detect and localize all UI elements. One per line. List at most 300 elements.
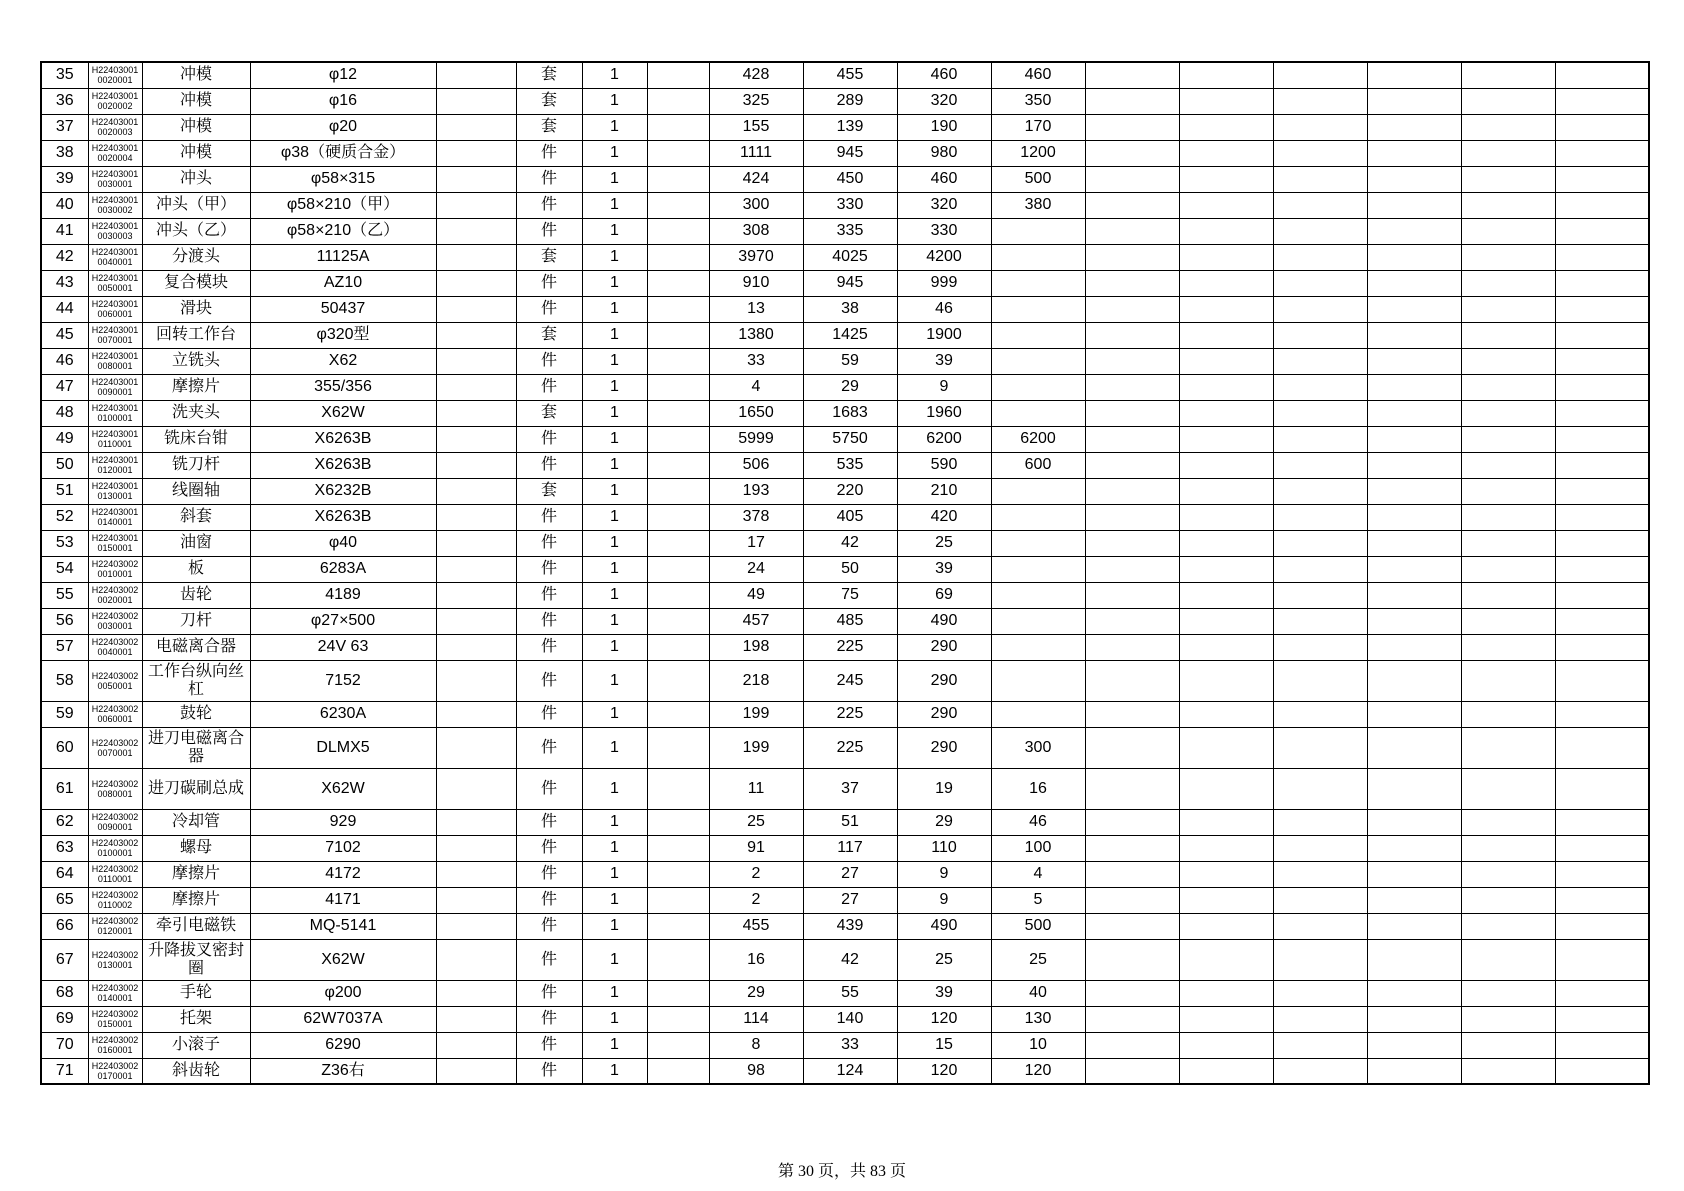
- table-row: [41, 634, 1649, 660]
- empty-cell: [1461, 140, 1555, 166]
- table-row: [41, 1006, 1649, 1032]
- price-3-cell: 15: [897, 1032, 991, 1058]
- item-spec-cell: X62W: [250, 939, 436, 980]
- table-row: [41, 556, 1649, 582]
- empty-cell: [1461, 166, 1555, 192]
- empty-cell: [1179, 556, 1273, 582]
- blank-cell: [436, 809, 516, 835]
- table-row: [41, 400, 1649, 426]
- empty-cell: [1179, 835, 1273, 861]
- item-name-cell: 洗夹头: [142, 400, 250, 426]
- empty-cell: [1179, 400, 1273, 426]
- blank-cell: [436, 634, 516, 660]
- table-row: [41, 218, 1649, 244]
- item-code-part-2: 0010001: [97, 569, 133, 579]
- price-1-cell: 199: [709, 727, 803, 768]
- blank-cell: [647, 530, 709, 556]
- table-row: [41, 426, 1649, 452]
- empty-cell: [1273, 140, 1367, 166]
- row-number-cell: 70: [41, 1032, 88, 1058]
- empty-cell: [1367, 861, 1461, 887]
- row-number-cell: 62: [41, 809, 88, 835]
- blank-cell: [647, 608, 709, 634]
- empty-cell: [1367, 270, 1461, 296]
- price-2-cell: 485: [803, 608, 897, 634]
- table-row: [41, 62, 1649, 88]
- unit-cell: 套: [516, 88, 582, 114]
- price-2-cell: 945: [803, 140, 897, 166]
- empty-cell: [1367, 322, 1461, 348]
- price-3-cell: 39: [897, 980, 991, 1006]
- item-code-part-1: H22403002: [91, 637, 139, 647]
- blank-cell: [436, 530, 516, 556]
- table-row: [41, 530, 1649, 556]
- empty-cell: [1273, 556, 1367, 582]
- item-name-cell: 冷却管: [142, 809, 250, 835]
- empty-cell: [1461, 530, 1555, 556]
- price-2-cell: 225: [803, 634, 897, 660]
- price-1-cell: 3970: [709, 244, 803, 270]
- price-1-cell: 4: [709, 374, 803, 400]
- price-3-cell: 1960: [897, 400, 991, 426]
- blank-cell: [647, 1058, 709, 1084]
- table-row: [41, 322, 1649, 348]
- footer-prefix: 第: [777, 1163, 794, 1180]
- empty-cell: [1179, 660, 1273, 701]
- empty-cell: [1085, 426, 1179, 452]
- blank-cell: [647, 913, 709, 939]
- item-name-cell: 摩擦片: [142, 887, 250, 913]
- item-name-cell: 铣床台钳: [142, 426, 250, 452]
- item-spec-cell: X6232B: [250, 478, 436, 504]
- price-4-cell: 350: [991, 88, 1085, 114]
- empty-cell: [1085, 88, 1179, 114]
- item-code-part-2: 0030001: [97, 621, 133, 631]
- blank-cell: [647, 192, 709, 218]
- empty-cell: [1273, 270, 1367, 296]
- item-code-part-2: 0020004: [97, 153, 133, 163]
- item-name-cell: 冲模: [142, 88, 250, 114]
- row-number-cell: 52: [41, 504, 88, 530]
- empty-cell: [1273, 835, 1367, 861]
- row-number-cell: 71: [41, 1058, 88, 1084]
- quantity-cell: 1: [582, 348, 647, 374]
- empty-cell: [1273, 452, 1367, 478]
- price-1-cell: 49: [709, 582, 803, 608]
- item-code-part-1: H22403001: [91, 117, 139, 127]
- empty-cell: [1461, 887, 1555, 913]
- item-code-part-1: H22403002: [91, 983, 139, 993]
- empty-cell: [1085, 478, 1179, 504]
- unit-cell: 件: [516, 374, 582, 400]
- table-row: [41, 980, 1649, 1006]
- price-1-cell: 98: [709, 1058, 803, 1084]
- empty-cell: [1367, 140, 1461, 166]
- item-code-cell: [88, 374, 142, 400]
- item-code-part-2: 0060001: [97, 714, 133, 724]
- price-4-cell: [991, 374, 1085, 400]
- empty-cell: [1273, 913, 1367, 939]
- item-spec-cell: φ20: [250, 114, 436, 140]
- empty-cell: [1179, 1058, 1273, 1084]
- empty-cell: [1085, 660, 1179, 701]
- item-code-part-2: 0130001: [97, 959, 133, 970]
- item-spec-cell: 4172: [250, 861, 436, 887]
- blank-cell: [647, 478, 709, 504]
- item-code-part-1: H22403002: [91, 670, 139, 681]
- empty-cell: [1367, 1058, 1461, 1084]
- item-name-cell: 牵引电磁铁: [142, 913, 250, 939]
- empty-cell: [1085, 727, 1179, 768]
- item-name-cell: 小滚子: [142, 1032, 250, 1058]
- empty-cell: [1367, 400, 1461, 426]
- empty-cell: [1179, 1032, 1273, 1058]
- price-3-cell: 39: [897, 556, 991, 582]
- table-row: [41, 660, 1649, 701]
- price-4-cell: [991, 582, 1085, 608]
- row-number-cell: 65: [41, 887, 88, 913]
- price-2-cell: 140: [803, 1006, 897, 1032]
- blank-cell: [436, 478, 516, 504]
- item-code-part-2: 0030001: [97, 179, 133, 189]
- empty-cell: [1085, 913, 1179, 939]
- empty-cell: [1273, 114, 1367, 140]
- quantity-cell: 1: [582, 114, 647, 140]
- price-1-cell: 218: [709, 660, 803, 701]
- empty-cell: [1367, 530, 1461, 556]
- price-4-cell: [991, 322, 1085, 348]
- item-code-part-1: H22403002: [91, 890, 139, 900]
- item-name-cell: 冲模: [142, 62, 250, 88]
- price-4-cell: 40: [991, 980, 1085, 1006]
- blank-cell: [647, 400, 709, 426]
- empty-cell: [1273, 608, 1367, 634]
- item-spec-cell: X6263B: [250, 426, 436, 452]
- empty-cell: [1367, 426, 1461, 452]
- blank-cell: [647, 270, 709, 296]
- empty-cell: [1461, 913, 1555, 939]
- empty-cell: [1461, 62, 1555, 88]
- table-row: [41, 727, 1649, 768]
- empty-cell: [1273, 218, 1367, 244]
- empty-cell: [1461, 861, 1555, 887]
- unit-cell: 件: [516, 504, 582, 530]
- price-3-cell: 999: [897, 270, 991, 296]
- item-code-cell: [88, 114, 142, 140]
- price-1-cell: 155: [709, 114, 803, 140]
- blank-cell: [647, 861, 709, 887]
- empty-cell: [1179, 218, 1273, 244]
- blank-cell: [436, 62, 516, 88]
- item-name-cell: 螺母: [142, 835, 250, 861]
- unit-cell: 套: [516, 478, 582, 504]
- blank-cell: [436, 861, 516, 887]
- empty-cell: [1273, 296, 1367, 322]
- item-code-part-2: 0160001: [97, 1045, 133, 1055]
- empty-cell: [1179, 452, 1273, 478]
- price-1-cell: 1380: [709, 322, 803, 348]
- unit-cell: 套: [516, 244, 582, 270]
- row-number-cell: 45: [41, 322, 88, 348]
- quantity-cell: 1: [582, 296, 647, 322]
- blank-cell: [436, 114, 516, 140]
- item-code-part-1: H22403002: [91, 1009, 139, 1019]
- empty-cell: [1461, 452, 1555, 478]
- item-spec-cell: Z36右: [250, 1058, 436, 1084]
- price-3-cell: 6200: [897, 426, 991, 452]
- row-number-cell: 36: [41, 88, 88, 114]
- item-code-cell: [88, 400, 142, 426]
- price-3-cell: 290: [897, 701, 991, 727]
- blank-cell: [647, 426, 709, 452]
- empty-cell: [1273, 768, 1367, 809]
- empty-cell: [1179, 296, 1273, 322]
- empty-cell: [1461, 1058, 1555, 1084]
- table-row: [41, 296, 1649, 322]
- price-2-cell: 38: [803, 296, 897, 322]
- quantity-cell: 1: [582, 634, 647, 660]
- empty-cell: [1085, 348, 1179, 374]
- blank-cell: [436, 727, 516, 768]
- item-spec-cell: 355/356: [250, 374, 436, 400]
- item-spec-cell: 7102: [250, 835, 436, 861]
- price-3-cell: 120: [897, 1058, 991, 1084]
- footer-total-pages: 83: [870, 1163, 886, 1180]
- item-code-cell: [88, 634, 142, 660]
- empty-cell: [1273, 887, 1367, 913]
- empty-cell: [1179, 582, 1273, 608]
- row-number-cell: 39: [41, 166, 88, 192]
- price-2-cell: 51: [803, 809, 897, 835]
- quantity-cell: 1: [582, 270, 647, 296]
- unit-cell: 件: [516, 913, 582, 939]
- item-name-cell: 工作台纵向丝杠: [142, 660, 250, 701]
- price-2-cell: 450: [803, 166, 897, 192]
- quantity-cell: 1: [582, 192, 647, 218]
- empty-cell: [1085, 980, 1179, 1006]
- item-code-part-1: H22403002: [91, 704, 139, 714]
- price-2-cell: 439: [803, 913, 897, 939]
- footer-middle: 页，共: [817, 1163, 866, 1180]
- price-3-cell: 190: [897, 114, 991, 140]
- table-row: [41, 140, 1649, 166]
- empty-cell: [1461, 114, 1555, 140]
- table-row: [41, 582, 1649, 608]
- blank-cell: [647, 809, 709, 835]
- blank-cell: [647, 556, 709, 582]
- price-1-cell: 1650: [709, 400, 803, 426]
- quantity-cell: 1: [582, 556, 647, 582]
- empty-cell: [1273, 504, 1367, 530]
- item-code-part-1: H22403002: [91, 916, 139, 926]
- empty-cell: [1179, 887, 1273, 913]
- price-1-cell: 114: [709, 1006, 803, 1032]
- item-code-part-1: H22403002: [91, 812, 139, 822]
- table-row: [41, 478, 1649, 504]
- item-name-cell: 回转工作台: [142, 322, 250, 348]
- item-name-cell: 齿轮: [142, 582, 250, 608]
- empty-cell: [1367, 980, 1461, 1006]
- empty-cell: [1085, 296, 1179, 322]
- price-1-cell: 457: [709, 608, 803, 634]
- empty-cell: [1461, 768, 1555, 809]
- table-row: [41, 348, 1649, 374]
- price-4-cell: 1200: [991, 140, 1085, 166]
- item-code-part-2: 0130001: [97, 491, 133, 501]
- table-row: [41, 835, 1649, 861]
- empty-cell: [1555, 504, 1649, 530]
- quantity-cell: 1: [582, 478, 647, 504]
- price-2-cell: 225: [803, 727, 897, 768]
- price-4-cell: [991, 296, 1085, 322]
- blank-cell: [436, 1058, 516, 1084]
- empty-cell: [1273, 166, 1367, 192]
- blank-cell: [436, 660, 516, 701]
- empty-cell: [1367, 88, 1461, 114]
- price-2-cell: 405: [803, 504, 897, 530]
- row-number-cell: 48: [41, 400, 88, 426]
- quantity-cell: 1: [582, 887, 647, 913]
- price-4-cell: 5: [991, 887, 1085, 913]
- price-1-cell: 378: [709, 504, 803, 530]
- price-4-cell: [991, 556, 1085, 582]
- item-name-cell: 电磁离合器: [142, 634, 250, 660]
- empty-cell: [1367, 244, 1461, 270]
- price-3-cell: 330: [897, 218, 991, 244]
- table-row: [41, 887, 1649, 913]
- price-3-cell: 320: [897, 88, 991, 114]
- item-code-part-1: H22403002: [91, 778, 139, 789]
- price-4-cell: 4: [991, 861, 1085, 887]
- quantity-cell: 1: [582, 1006, 647, 1032]
- table-row: [41, 504, 1649, 530]
- empty-cell: [1179, 504, 1273, 530]
- blank-cell: [436, 296, 516, 322]
- price-2-cell: 27: [803, 887, 897, 913]
- unit-cell: 件: [516, 861, 582, 887]
- empty-cell: [1555, 296, 1649, 322]
- price-2-cell: 37: [803, 768, 897, 809]
- blank-cell: [647, 114, 709, 140]
- row-number-cell: 37: [41, 114, 88, 140]
- unit-cell: 套: [516, 322, 582, 348]
- item-code-cell: [88, 348, 142, 374]
- item-code-part-1: H22403002: [91, 737, 139, 748]
- blank-cell: [436, 88, 516, 114]
- unit-cell: 件: [516, 166, 582, 192]
- row-number-cell: 38: [41, 140, 88, 166]
- price-3-cell: 460: [897, 62, 991, 88]
- item-code-part-2: 0110001: [97, 874, 133, 884]
- item-name-cell: 刀杆: [142, 608, 250, 634]
- empty-cell: [1367, 114, 1461, 140]
- item-code-part-1: H22403001: [91, 351, 139, 361]
- price-1-cell: 308: [709, 218, 803, 244]
- item-code-cell: [88, 426, 142, 452]
- item-code-cell: [88, 62, 142, 88]
- item-code-part-2: 0100001: [97, 413, 133, 423]
- price-2-cell: 225: [803, 701, 897, 727]
- blank-cell: [647, 980, 709, 1006]
- empty-cell: [1555, 768, 1649, 809]
- item-name-cell: 托架: [142, 1006, 250, 1032]
- unit-cell: 件: [516, 939, 582, 980]
- item-code-part-1: H22403001: [91, 481, 139, 491]
- quantity-cell: 1: [582, 1032, 647, 1058]
- empty-cell: [1555, 270, 1649, 296]
- quantity-cell: 1: [582, 426, 647, 452]
- unit-cell: 件: [516, 582, 582, 608]
- row-number-cell: 47: [41, 374, 88, 400]
- empty-cell: [1179, 114, 1273, 140]
- item-name-cell: 线圈轴: [142, 478, 250, 504]
- empty-cell: [1179, 140, 1273, 166]
- row-number-cell: 55: [41, 582, 88, 608]
- empty-cell: [1085, 140, 1179, 166]
- quantity-cell: 1: [582, 1058, 647, 1084]
- empty-cell: [1273, 1032, 1367, 1058]
- empty-cell: [1555, 634, 1649, 660]
- empty-cell: [1179, 88, 1273, 114]
- table-row: [41, 452, 1649, 478]
- price-4-cell: [991, 660, 1085, 701]
- item-code-part-1: H22403002: [91, 838, 139, 848]
- empty-cell: [1273, 861, 1367, 887]
- blank-cell: [436, 348, 516, 374]
- empty-cell: [1461, 270, 1555, 296]
- item-code-cell: [88, 608, 142, 634]
- empty-cell: [1461, 634, 1555, 660]
- unit-cell: 件: [516, 218, 582, 244]
- price-2-cell: 455: [803, 62, 897, 88]
- item-spec-cell: DLMX5: [250, 727, 436, 768]
- quantity-cell: 1: [582, 727, 647, 768]
- empty-cell: [1085, 400, 1179, 426]
- empty-cell: [1085, 504, 1179, 530]
- item-code-cell: [88, 166, 142, 192]
- empty-cell: [1179, 939, 1273, 980]
- row-number-cell: 68: [41, 980, 88, 1006]
- empty-cell: [1555, 701, 1649, 727]
- item-code-part-1: H22403002: [91, 864, 139, 874]
- item-spec-cell: φ58×210（乙）: [250, 218, 436, 244]
- unit-cell: 件: [516, 1032, 582, 1058]
- price-3-cell: 46: [897, 296, 991, 322]
- empty-cell: [1179, 861, 1273, 887]
- empty-cell: [1179, 270, 1273, 296]
- item-code-cell: [88, 478, 142, 504]
- price-4-cell: [991, 478, 1085, 504]
- unit-cell: 件: [516, 727, 582, 768]
- blank-cell: [647, 768, 709, 809]
- empty-cell: [1555, 913, 1649, 939]
- empty-cell: [1555, 218, 1649, 244]
- item-code-cell: [88, 701, 142, 727]
- price-3-cell: 69: [897, 582, 991, 608]
- item-code-cell: [88, 980, 142, 1006]
- item-code-part-1: H22403001: [91, 325, 139, 335]
- table-row: [41, 939, 1649, 980]
- item-code-cell: [88, 296, 142, 322]
- item-code-part-1: H22403001: [91, 429, 139, 439]
- item-spec-cell: 4189: [250, 582, 436, 608]
- item-name-cell: 冲模: [142, 140, 250, 166]
- item-name-cell: 冲头（甲）: [142, 192, 250, 218]
- empty-cell: [1085, 452, 1179, 478]
- price-2-cell: 33: [803, 1032, 897, 1058]
- quantity-cell: 1: [582, 218, 647, 244]
- item-code-part-1: H22403002: [91, 585, 139, 595]
